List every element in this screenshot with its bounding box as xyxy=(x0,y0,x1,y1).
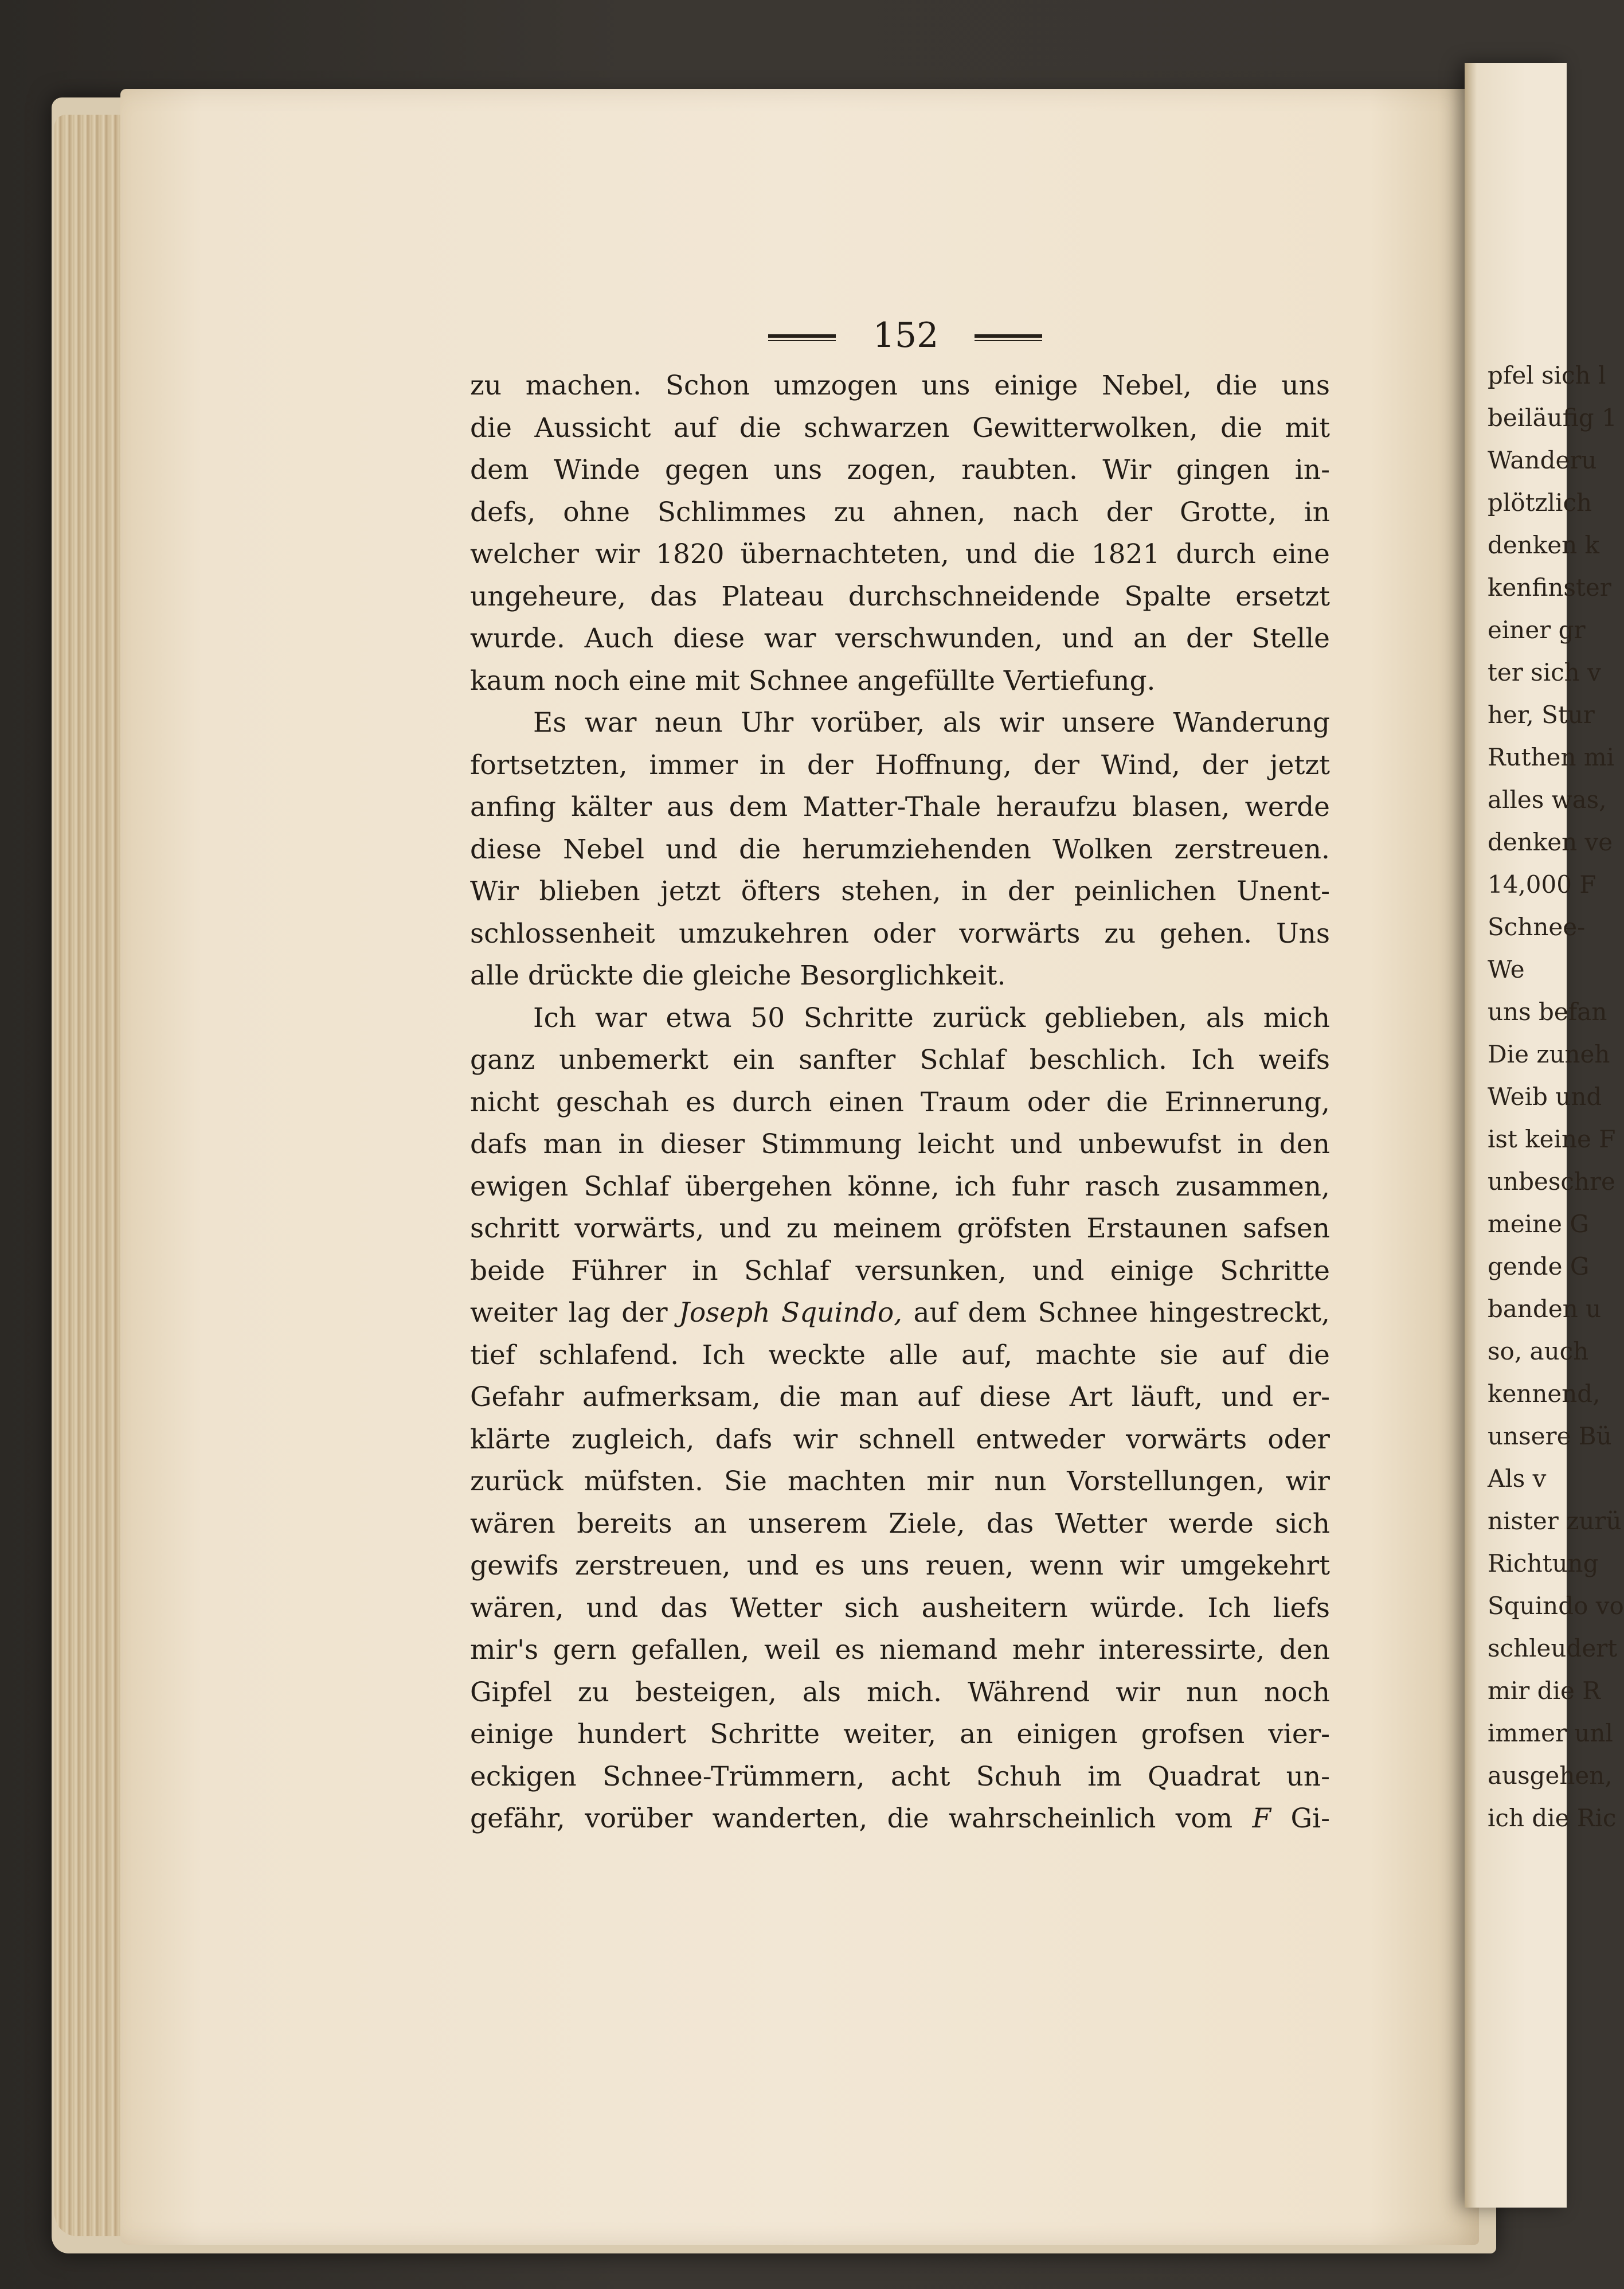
text-line: wurde. Auch diese war verschwunden, und an der Stelle xyxy=(470,623,1330,654)
text-line: mir's gern gefallen, weil es niemand mehr interessirte, den xyxy=(470,1634,1330,1666)
facing-page-line: ist keine F xyxy=(1488,1125,1616,1153)
facing-page-line: einer gr xyxy=(1488,616,1586,644)
text-line: fortsetzten, immer in der Hoffnung, der Wind, der jetzt xyxy=(470,749,1330,781)
text-line: welcher wir 1820 übernachteten, und die 1821 durch eine xyxy=(470,538,1330,570)
facing-page-line: beiläufig 1 xyxy=(1488,404,1617,432)
text-line: Ich war etwa 50 Schritte zurück geblieben, als mich xyxy=(533,1002,1330,1034)
facing-page-line: banden u xyxy=(1488,1295,1602,1323)
facing-page-line: meine G xyxy=(1488,1210,1589,1238)
page-number: 152 xyxy=(872,315,939,356)
text-line: nicht geschah es durch einen Traum oder die Erinnerung, xyxy=(470,1086,1330,1118)
facing-page-line: ich die Ric xyxy=(1488,1804,1617,1832)
text-line: defs, ohne Schlimmes zu ahnen, nach der Grotte, in xyxy=(470,496,1330,528)
text-line: einige hundert Schritte weiter, an einigen grofsen vier- xyxy=(470,1718,1330,1750)
text-span: gefähr, vorüber wanderten, die wahrscheinlich vom xyxy=(470,1803,1253,1834)
italic-name: Joseph Squindo, xyxy=(679,1297,903,1329)
text-line: gewifs zerstreuen, und es uns reuen, wenn wir umgekehrt xyxy=(470,1550,1330,1581)
text-line: schlossenheit umzukehren oder vorwärts zu gehen. Uns xyxy=(470,917,1330,950)
text-line xyxy=(470,1294,1330,1332)
text-line xyxy=(470,1800,1330,1838)
page-header xyxy=(768,313,1043,364)
facing-page-line: ausgehen, xyxy=(1488,1761,1613,1790)
text-line: anfing kälter aus dem Matter-Thale heraufzu blasen, werde xyxy=(470,791,1330,823)
text-line: eckigen Schnee-Trümmern, acht Schuh im Quadrat un- xyxy=(470,1760,1330,1792)
facing-page-line: schleudert xyxy=(1488,1634,1618,1662)
text-line: ewigen Schlaf übergehen könne, ich fuhr rasch zusammen, xyxy=(470,1170,1330,1202)
text-line: klärte zugleich, dafs wir schnell entweder vorwärts oder xyxy=(470,1423,1330,1455)
facing-page-line: nister zurü xyxy=(1488,1507,1622,1535)
text-line: dafs man in dieser Stimmung leicht und unbewufst in den xyxy=(470,1128,1330,1160)
text-line: Es war neun Uhr vorüber, als wir unsere Wanderung xyxy=(533,707,1330,739)
facing-page-line: Die zuneh xyxy=(1488,1040,1610,1068)
facing-page-line: pfel sich l xyxy=(1488,361,1606,389)
facing-page-line: kenfinster xyxy=(1488,573,1611,601)
facing-page xyxy=(1465,63,1624,2208)
text-line: beide Führer in Schlaf versunken, und einige Schritte xyxy=(470,1255,1330,1287)
facing-page-line: Wanderu xyxy=(1488,446,1597,474)
facing-page-line: mir die R xyxy=(1488,1677,1600,1705)
facing-page-line: Weib und xyxy=(1488,1083,1602,1111)
facing-page-line: uns befan xyxy=(1488,998,1607,1026)
facing-page-line: ter sich v xyxy=(1488,658,1601,686)
facing-page-line: immer unl xyxy=(1488,1719,1613,1747)
facing-page-line: Richtung xyxy=(1488,1549,1599,1577)
facing-page-line: Als v xyxy=(1488,1464,1547,1493)
text-line: diese Nebel und die herumziehenden Wolken zerstreuen. xyxy=(470,833,1330,865)
header-rule-left xyxy=(768,334,836,340)
facing-page-line: Ruthen mi xyxy=(1488,743,1615,771)
facing-page-line: denken ve xyxy=(1488,828,1613,856)
text-line: tief schlafend. Ich weckte alle auf, machte sie auf die xyxy=(470,1339,1330,1371)
italic-name: F xyxy=(1252,1803,1271,1834)
facing-page-line: We xyxy=(1488,955,1525,983)
facing-page-line: Squindo vo xyxy=(1488,1592,1624,1620)
facing-page-line: kennend, xyxy=(1488,1380,1600,1408)
text-line: ungeheure, das Plateau durchschneidende Spalte ersetzt xyxy=(470,580,1330,612)
text-line: kaum noch eine mit Schnee angefüllte Vertiefung. xyxy=(470,665,1156,697)
text-line: schritt vorwärts, und zu meinem gröfsten Erstaunen safsen xyxy=(470,1213,1330,1244)
header-rule-right xyxy=(975,334,1042,340)
facing-page-line: plötzlich xyxy=(1488,489,1592,517)
text-line: zu machen. Schon umzogen uns einige Nebel, die uns xyxy=(470,370,1330,401)
facing-page-line: alles was, xyxy=(1488,786,1607,814)
facing-page-line: her, Stur xyxy=(1488,701,1595,729)
text-line: dem Winde gegen uns zogen, raubten. Wir gingen in- xyxy=(470,454,1330,486)
text-line: wären bereits an unserem Ziele, das Wetter werde sich xyxy=(470,1507,1330,1540)
text-span: weiter lag der xyxy=(470,1297,679,1329)
facing-page-line: unbeschre xyxy=(1488,1167,1615,1196)
facing-page-line: unsere Bü xyxy=(1488,1422,1612,1450)
text-line: alle drückte die gleiche Besorglichkeit. xyxy=(470,960,1006,991)
text-line: wären, und das Wetter sich ausheitern würde. Ich liefs xyxy=(470,1592,1330,1624)
facing-page-line: 14,000 F xyxy=(1488,870,1596,899)
text-span: auf dem Schnee hingestreckt, xyxy=(902,1297,1330,1329)
facing-page-line: Schnee- xyxy=(1488,913,1586,941)
text-line: Gipfel zu besteigen, als mich. Während wir nun noch xyxy=(470,1676,1330,1708)
text-line: die Aussicht auf die schwarzen Gewitterwolken, die mit xyxy=(470,412,1330,444)
text-span: Gi- xyxy=(1271,1803,1330,1834)
text-line: zurück müfsten. Sie machten mir nun Vorstellungen, wir xyxy=(470,1466,1330,1497)
text-line: Gefahr aufmerksam, die man auf diese Art läuft, und er- xyxy=(470,1381,1330,1413)
facing-page-line: so, auch xyxy=(1488,1337,1589,1365)
text-line: Wir blieben jetzt öfters stehen, in der peinlichen Unent- xyxy=(470,876,1330,907)
facing-page-line: gende G xyxy=(1488,1252,1590,1280)
text-line: ganz unbemerkt ein sanfter Schlaf beschlich. Ich weifs xyxy=(470,1044,1330,1076)
facing-page-line: denken k xyxy=(1488,531,1599,559)
